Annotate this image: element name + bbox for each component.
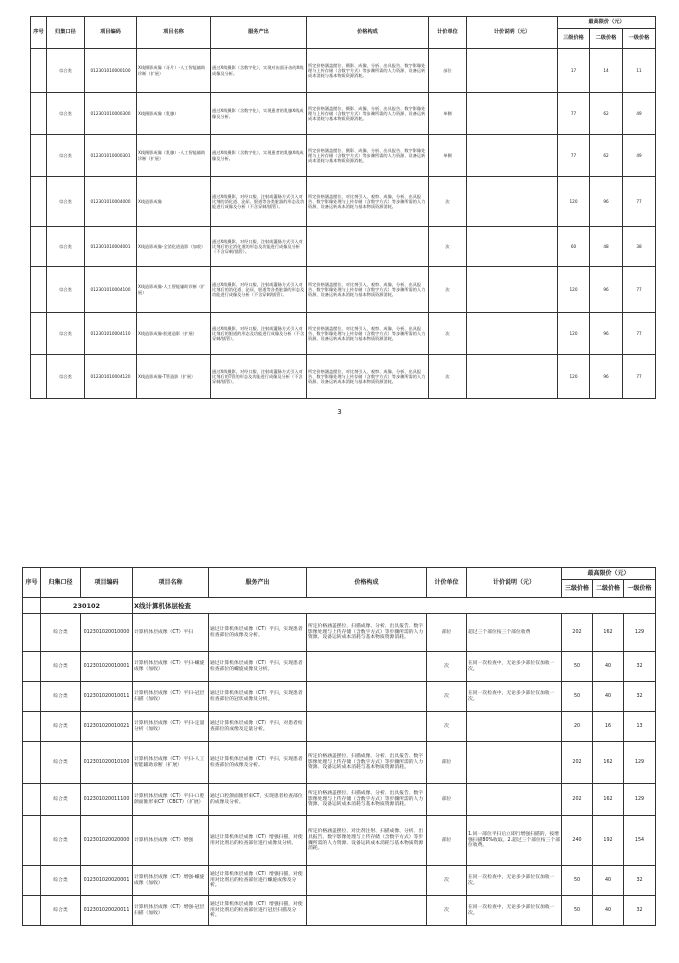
document-page-lower bbox=[0, 555, 679, 963]
note-cell bbox=[467, 313, 558, 355]
price-tier-3-cell: 50 bbox=[562, 682, 593, 712]
header-price-composition: 价格构成 bbox=[307, 17, 429, 49]
category-cell: 综合类 bbox=[41, 866, 81, 896]
section-title: X线计算机体层检查 bbox=[133, 598, 656, 614]
unit-cell: 部位 bbox=[427, 816, 467, 866]
name-cell: X线造影成像-T管造影（扩展） bbox=[137, 355, 211, 399]
price-tier-3-cell: 240 bbox=[562, 816, 593, 866]
header-max-price: 最高限价（元） bbox=[558, 17, 656, 29]
category-cell: 综合类 bbox=[47, 93, 85, 135]
category-cell: 综合类 bbox=[47, 177, 85, 227]
seq-cell bbox=[31, 267, 47, 313]
price-composition-cell bbox=[307, 652, 427, 682]
code-cell: 012301020010001 bbox=[81, 652, 133, 682]
unit-cell: 部位 bbox=[429, 49, 467, 93]
table-row bbox=[31, 177, 656, 227]
category-cell: 综合类 bbox=[41, 742, 81, 784]
price-composition-cell: 所定价格涵盖摆位、对比剂引入、观察、成像、分析、出具报告、数字影像处理与上传存储（含数字方式）等步骤所需的人力资源、设备运转成本消耗与基本物质资源消耗。 bbox=[307, 355, 429, 399]
seq-cell bbox=[31, 93, 47, 135]
unit-cell: 部位 bbox=[427, 784, 467, 816]
code-cell: 012301010004110 bbox=[85, 313, 137, 355]
header-name: 项目名称 bbox=[137, 17, 211, 49]
category-cell: 综合类 bbox=[41, 682, 81, 712]
price-tier-3-cell: 202 bbox=[562, 614, 593, 652]
category-cell: 综合类 bbox=[47, 355, 85, 399]
price-tier-2-cell: 96 bbox=[590, 355, 623, 399]
price-tier-2-cell: 40 bbox=[593, 866, 624, 896]
price-composition-cell: 所定价格涵盖摆位、摄影、成像、分析、出具报告、数字影像处理与上传存储（含数字方式）等步骤所需的人力资源、设备运转成本消耗与基本物质资源消耗。 bbox=[307, 93, 429, 135]
price-tier-3-cell: 60 bbox=[558, 227, 590, 267]
name-cell: X线摄影成像（乳腺）-人工智能辅助诊断（扩展） bbox=[137, 135, 211, 177]
price-tier-1-cell: 49 bbox=[623, 93, 656, 135]
header-note: 计价说明（元） bbox=[467, 568, 562, 598]
note-cell bbox=[467, 712, 562, 742]
table-row bbox=[23, 682, 656, 712]
price-tier-2-cell: 16 bbox=[593, 712, 624, 742]
table-row bbox=[31, 93, 656, 135]
service-cell: 通过X线摄影（含数字化），实现患者的乳腺X线成像及分析。 bbox=[211, 135, 307, 177]
name-cell: 计算机体层成像（CT）平扫-定量分析（加收） bbox=[133, 712, 209, 742]
category-cell: 综合类 bbox=[41, 652, 81, 682]
table-body bbox=[23, 598, 656, 926]
unit-cell: 单侧 bbox=[429, 93, 467, 135]
category-cell: 综合类 bbox=[41, 784, 81, 816]
table-row bbox=[23, 866, 656, 896]
service-cell: 通过计算机体层成像（CT）平扫，实现患者检查部位的冠状成像及分析。 bbox=[209, 682, 307, 712]
seq-cell bbox=[23, 866, 41, 896]
unit-cell: 单侧 bbox=[429, 135, 467, 177]
price-tier-2-cell: 62 bbox=[590, 135, 623, 177]
price-tier-3-cell: 77 bbox=[558, 93, 590, 135]
table-row bbox=[23, 784, 656, 816]
price-tier-3-cell: 50 bbox=[562, 652, 593, 682]
price-tier-1-cell: 32 bbox=[624, 652, 656, 682]
category-cell: 综合类 bbox=[47, 227, 85, 267]
price-tier-1-cell: 77 bbox=[623, 177, 656, 227]
price-tier-1-cell: 129 bbox=[624, 742, 656, 784]
category-cell: 综合类 bbox=[41, 816, 81, 866]
header-tier-2: 二级价格 bbox=[590, 29, 623, 49]
price-tier-3-cell: 120 bbox=[558, 177, 590, 227]
category-cell: 综合类 bbox=[47, 267, 85, 313]
price-tier-3-cell: 20 bbox=[562, 712, 593, 742]
name-cell: 计算机体层成像（CT）平扫-口腔颌面锥形束CT（CBCT）（扩展） bbox=[133, 784, 209, 816]
unit-cell: 次 bbox=[427, 866, 467, 896]
seq-cell bbox=[31, 227, 47, 267]
name-cell: X线造影成像-人工智能辅助诊断（扩展） bbox=[137, 267, 211, 313]
price-tier-3-cell: 202 bbox=[562, 742, 593, 784]
name-cell: 计算机体层成像（CT）平扫-螺旋成像（加收） bbox=[133, 652, 209, 682]
price-tier-1-cell: 77 bbox=[623, 267, 656, 313]
name-cell: 计算机体层成像（CT）增强-冠层扫描（加收） bbox=[133, 896, 209, 926]
note-cell: 在同一次检查中，无论多少部位仅加收一次。 bbox=[467, 682, 562, 712]
price-tier-3-cell: 50 bbox=[562, 866, 593, 896]
header-tier-1: 一级价格 bbox=[624, 580, 656, 598]
name-cell: X线造影成像-胆道造影（扩展） bbox=[137, 313, 211, 355]
service-cell: 通过X线摄影，对经口服、注射或灌肠方式引入对比剂后的全消化道的形态及功能进行成像及分析（不含穿刺/插管）。 bbox=[211, 227, 307, 267]
header-tier-3: 三级价格 bbox=[562, 580, 593, 598]
price-composition-cell: 所定价格涵盖摆位、摄影、成像、分析、出具报告、数字影像处理与上传存储（含数字方式）等步骤所需的人力资源、设备运转成本消耗与基本物质资源消耗。 bbox=[307, 135, 429, 177]
price-tier-1-cell: 49 bbox=[623, 135, 656, 177]
seq-cell bbox=[31, 313, 47, 355]
price-tier-2-cell: 192 bbox=[593, 816, 624, 866]
seq-cell bbox=[23, 682, 41, 712]
price-tier-3-cell: 17 bbox=[558, 49, 590, 93]
price-tier-2-cell: 14 bbox=[590, 49, 623, 93]
service-cell: 通过口腔颌面锥形束CT，实现患者检查部位的成像及分析。 bbox=[209, 784, 307, 816]
header-tier-2: 二级价格 bbox=[593, 580, 624, 598]
price-tier-2-cell: 40 bbox=[593, 682, 624, 712]
name-cell: X线摄影成像（牙片）-人工智能辅助诊断（扩展） bbox=[137, 49, 211, 93]
seq-cell bbox=[23, 742, 41, 784]
seq-cell bbox=[23, 896, 41, 926]
seq-cell bbox=[23, 712, 41, 742]
price-composition-cell: 所定价格涵盖摆位、对比剂引入、观察、成像、分析、出具报告、数字影像处理与上传存储（含数字方式）等步骤所需的人力资源、设备运转成本消耗与基本物质资源消耗。 bbox=[307, 177, 429, 227]
price-composition-cell: 所定价格涵盖摆位、摄影、成像、分析、出具报告、数字影像处理与上传存储（含数字方式）等步骤所需的人力资源、设备运转成本消耗与基本物质资源消耗。 bbox=[307, 49, 429, 93]
header-seq: 序号 bbox=[23, 568, 41, 598]
note-cell bbox=[467, 267, 558, 313]
note-cell bbox=[467, 135, 558, 177]
price-composition-cell: 所定价格涵盖摆位、对比剂引入、观察、成像、分析、出具报告、数字影像处理与上传存储（含数字方式）等步骤所需的人力资源、设备运转成本消耗与基本物质资源消耗。 bbox=[307, 267, 429, 313]
section-row bbox=[23, 598, 656, 614]
table-row bbox=[23, 816, 656, 866]
code-cell: 012301020020000 bbox=[81, 816, 133, 866]
note-cell bbox=[467, 355, 558, 399]
seq-cell bbox=[31, 355, 47, 399]
code-cell: 012301020010000 bbox=[81, 614, 133, 652]
table-row bbox=[23, 712, 656, 742]
service-cell: 通过X线摄影，对经口服、注射或灌肠方式引入对比剂后的消化道、泌尿、胆道等各类脏器的形态及功能进行成像及分析（不含穿刺/插管）。 bbox=[211, 267, 307, 313]
price-tier-1-cell: 129 bbox=[624, 784, 656, 816]
price-tier-1-cell: 154 bbox=[624, 816, 656, 866]
price-composition-cell: 所定价格涵盖摆位、扫描成像、分析、出具报告、数字影像处理与上传存储（含数字方式）等步骤所需的人力资源、设备运转成本消耗与基本物质资源消耗。 bbox=[307, 784, 427, 816]
note-cell: 1.同一部位平扫后立即行增强扫描的，按增强扫描80%收取。2.超过三个部位按三个部位收费。 bbox=[467, 816, 562, 866]
service-cell: 通过计算机体层成像（CT）增强扫描，对使用对比剂后的检查部位进行成像及分析。 bbox=[209, 816, 307, 866]
price-tier-2-cell: 162 bbox=[593, 784, 624, 816]
code-cell: 012301020010100 bbox=[81, 742, 133, 784]
table-row bbox=[23, 652, 656, 682]
seq-cell bbox=[31, 49, 47, 93]
price-tier-1-cell: 32 bbox=[624, 682, 656, 712]
code-cell: 012301020011100 bbox=[81, 784, 133, 816]
unit-cell: 次 bbox=[427, 682, 467, 712]
table-row bbox=[31, 49, 656, 93]
name-cell: 计算机体层成像（CT）平扫-冠层扫描（加收） bbox=[133, 682, 209, 712]
category-cell: 综合类 bbox=[41, 896, 81, 926]
header-category: 归集口径 bbox=[47, 17, 85, 49]
price-tier-1-cell: 77 bbox=[623, 355, 656, 399]
price-tier-2-cell: 40 bbox=[593, 896, 624, 926]
code-cell: 012301020010021 bbox=[81, 712, 133, 742]
price-tier-3-cell: 202 bbox=[562, 784, 593, 816]
price-tier-1-cell: 129 bbox=[624, 614, 656, 652]
seq-cell bbox=[31, 177, 47, 227]
name-cell: X线造影成像 bbox=[137, 177, 211, 227]
price-tier-1-cell: 13 bbox=[624, 712, 656, 742]
header-service: 服务产出 bbox=[211, 17, 307, 49]
note-cell: 在同一次检查中，无论多少部位仅加收一次。 bbox=[467, 866, 562, 896]
table-row bbox=[23, 896, 656, 926]
price-tier-2-cell: 162 bbox=[593, 614, 624, 652]
price-tier-3-cell: 120 bbox=[558, 355, 590, 399]
service-cell: 通过X线摄影，对经口服、注射或灌肠方式引入对比剂后的T管的形态及功能进行成像及分析（不含穿刺/插管）。 bbox=[211, 355, 307, 399]
price-tier-1-cell: 32 bbox=[624, 866, 656, 896]
note-cell bbox=[467, 49, 558, 93]
header-code: 项目编码 bbox=[85, 17, 137, 49]
price-tier-2-cell: 62 bbox=[590, 93, 623, 135]
code-cell: 012301010000300 bbox=[85, 93, 137, 135]
table-row bbox=[31, 313, 656, 355]
price-tier-2-cell: 40 bbox=[593, 652, 624, 682]
price-tier-2-cell: 96 bbox=[590, 313, 623, 355]
table-row bbox=[31, 267, 656, 313]
section-code: 230102 bbox=[41, 598, 133, 614]
table-row bbox=[31, 355, 656, 399]
code-cell: 012301020020011 bbox=[81, 896, 133, 926]
unit-cell: 次 bbox=[429, 355, 467, 399]
table-row bbox=[23, 742, 656, 784]
unit-cell: 次 bbox=[429, 227, 467, 267]
header-price-composition: 价格构成 bbox=[307, 568, 427, 598]
unit-cell: 次 bbox=[429, 177, 467, 227]
price-tier-2-cell: 48 bbox=[590, 227, 623, 267]
note-cell bbox=[467, 177, 558, 227]
service-cell: 通过X线摄影（含数字化），实现对齿面牙齿的X线成像及分析。 bbox=[211, 49, 307, 93]
header-service: 服务产出 bbox=[209, 568, 307, 598]
price-table-page-3 bbox=[30, 16, 656, 399]
price-tier-3-cell: 120 bbox=[558, 313, 590, 355]
unit-cell: 部位 bbox=[427, 614, 467, 652]
code-cell: 012301010004001 bbox=[85, 227, 137, 267]
price-tier-1-cell: 11 bbox=[623, 49, 656, 93]
category-cell: 综合类 bbox=[41, 712, 81, 742]
table-row bbox=[31, 227, 656, 267]
note-cell bbox=[467, 742, 562, 784]
note-cell bbox=[467, 93, 558, 135]
category-cell: 综合类 bbox=[41, 614, 81, 652]
seq-cell bbox=[23, 614, 41, 652]
seq-cell bbox=[23, 816, 41, 866]
price-composition-cell: 所定价格涵盖摆位、扫描成像、分析、出具报告、数字影像处理与上传存储（含数字方式）等步骤所需的人力资源、设备运转成本消耗与基本物质资源消耗。 bbox=[307, 614, 427, 652]
unit-cell: 次 bbox=[429, 313, 467, 355]
header-max-price: 最高限价（元） bbox=[562, 568, 656, 580]
service-cell: 通过计算机体层成像（CT）增强扫描，对使用对比剂后的检查部位进行螺旋成像及分析。 bbox=[209, 866, 307, 896]
category-cell: 综合类 bbox=[47, 135, 85, 177]
price-tier-1-cell: 32 bbox=[624, 896, 656, 926]
note-cell bbox=[467, 227, 558, 267]
header-tier-1: 一级价格 bbox=[623, 29, 656, 49]
header-seq: 序号 bbox=[31, 17, 47, 49]
note-cell: 在同一次检查中，无论多少部位仅加收一次。 bbox=[467, 896, 562, 926]
header-tier-3: 三级价格 bbox=[558, 29, 590, 49]
price-composition-cell bbox=[307, 896, 427, 926]
price-composition-cell: 所定价格涵盖摆位、对比剂注射、扫描成像、分析、出具报告、数字影像处理与上传存储（含数字方式）等步骤所需的人力资源、设备运转成本消耗与基本物质资源消耗。 bbox=[307, 816, 427, 866]
price-tier-3-cell: 120 bbox=[558, 267, 590, 313]
code-cell: 012301010000301 bbox=[85, 135, 137, 177]
name-cell: X线摄影成像（乳腺） bbox=[137, 93, 211, 135]
unit-cell: 次 bbox=[427, 896, 467, 926]
seq-cell bbox=[23, 784, 41, 816]
price-composition-cell bbox=[307, 227, 429, 267]
code-cell: 012301010004000 bbox=[85, 177, 137, 227]
header-name: 项目名称 bbox=[133, 568, 209, 598]
name-cell: 计算机体层成像（CT）增强-螺旋成像（加收） bbox=[133, 866, 209, 896]
unit-cell: 部位 bbox=[427, 742, 467, 784]
code-cell: 012301010004120 bbox=[85, 355, 137, 399]
header-category: 归集口径 bbox=[41, 568, 81, 598]
price-composition-cell bbox=[307, 712, 427, 742]
table-row bbox=[31, 135, 656, 177]
header-unit: 计价单位 bbox=[427, 568, 467, 598]
category-cell: 综合类 bbox=[47, 49, 85, 93]
name-cell: 计算机体层成像（CT）平扫-人工智能辅助诊断（扩展） bbox=[133, 742, 209, 784]
unit-cell: 次 bbox=[427, 652, 467, 682]
service-cell: 通过计算机体层成像（CT）平扫，实现患者检查部位的成像及分析。 bbox=[209, 742, 307, 784]
price-composition-cell: 所定价格涵盖摆位、对比剂引入、观察、成像、分析、出具报告、数字影像处理与上传存储（含数字方式）等步骤所需的人力资源、设备运转成本消耗与基本物质资源消耗。 bbox=[307, 313, 429, 355]
page-number: 3 bbox=[337, 408, 342, 416]
seq-cell bbox=[31, 135, 47, 177]
seq-cell bbox=[23, 652, 41, 682]
service-cell: 通过计算机体层成像（CT）平扫，对患者检查部位的成像及定量分析。 bbox=[209, 712, 307, 742]
price-tier-2-cell: 96 bbox=[590, 267, 623, 313]
name-cell: 计算机体层成像（CT）平扫 bbox=[133, 614, 209, 652]
name-cell: 计算机体层成像（CT）增强 bbox=[133, 816, 209, 866]
category-cell: 综合类 bbox=[47, 313, 85, 355]
code-cell: 012301020020001 bbox=[81, 866, 133, 896]
code-cell: 012301010000100 bbox=[85, 49, 137, 93]
price-composition-cell bbox=[307, 866, 427, 896]
unit-cell: 次 bbox=[429, 267, 467, 313]
document-page-upper bbox=[0, 0, 679, 470]
service-cell: 通过X线摄影，对经口服、注射或灌肠方式引入对比剂后的胆道的形态及功能进行成像及分析（不含穿刺/插管）。 bbox=[211, 313, 307, 355]
header-note: 计价说明（元） bbox=[467, 17, 558, 49]
price-tier-3-cell: 77 bbox=[558, 135, 590, 177]
price-composition-cell bbox=[307, 682, 427, 712]
price-tier-1-cell: 38 bbox=[623, 227, 656, 267]
header-code: 项目编码 bbox=[81, 568, 133, 598]
service-cell: 通过X线摄影（含数字化），实现患者的乳腺X线成像及分析。 bbox=[211, 93, 307, 135]
price-tier-2-cell: 162 bbox=[593, 742, 624, 784]
service-cell: 通过计算机体层成像（CT）增强扫描，对使用对比剂后的检查部位进行冠层扫描及分析。 bbox=[209, 896, 307, 926]
service-cell: 通过计算机体层成像（CT）平扫，实现患者检查部位的成像及分析。 bbox=[209, 614, 307, 652]
code-cell: 012301010004100 bbox=[85, 267, 137, 313]
table-body bbox=[31, 49, 656, 399]
price-composition-cell: 所定价格涵盖摆位、扫描成像、分析、出具报告、数字影像处理与上传存储（含数字方式）等步骤所需的人力资源、设备运转成本消耗与基本物质资源消耗。 bbox=[307, 742, 427, 784]
table-row bbox=[23, 614, 656, 652]
service-cell: 通过计算机体层成像（CT）平扫，实现患者检查部位的螺旋成像及分析。 bbox=[209, 652, 307, 682]
service-cell: 通过X线摄影，对经口服、注射或灌肠方式引入对比剂的消化道、泌尿、胆道等各类脏器的形态及功能进行成像及分析（不含穿刺/插管）。 bbox=[211, 177, 307, 227]
price-tier-2-cell: 96 bbox=[590, 177, 623, 227]
note-cell: 在同一次检查中，无论多少部位仅加收一次。 bbox=[467, 652, 562, 682]
code-cell: 012301020010011 bbox=[81, 682, 133, 712]
unit-cell: 次 bbox=[427, 712, 467, 742]
header-unit: 计价单位 bbox=[429, 17, 467, 49]
price-tier-3-cell: 50 bbox=[562, 896, 593, 926]
price-table-page-4 bbox=[22, 567, 656, 926]
note-cell bbox=[467, 784, 562, 816]
price-tier-1-cell: 77 bbox=[623, 313, 656, 355]
name-cell: X线造影成像-全消化道造影（加收） bbox=[137, 227, 211, 267]
note-cell: 超过三个部位按三个部位收费 bbox=[467, 614, 562, 652]
